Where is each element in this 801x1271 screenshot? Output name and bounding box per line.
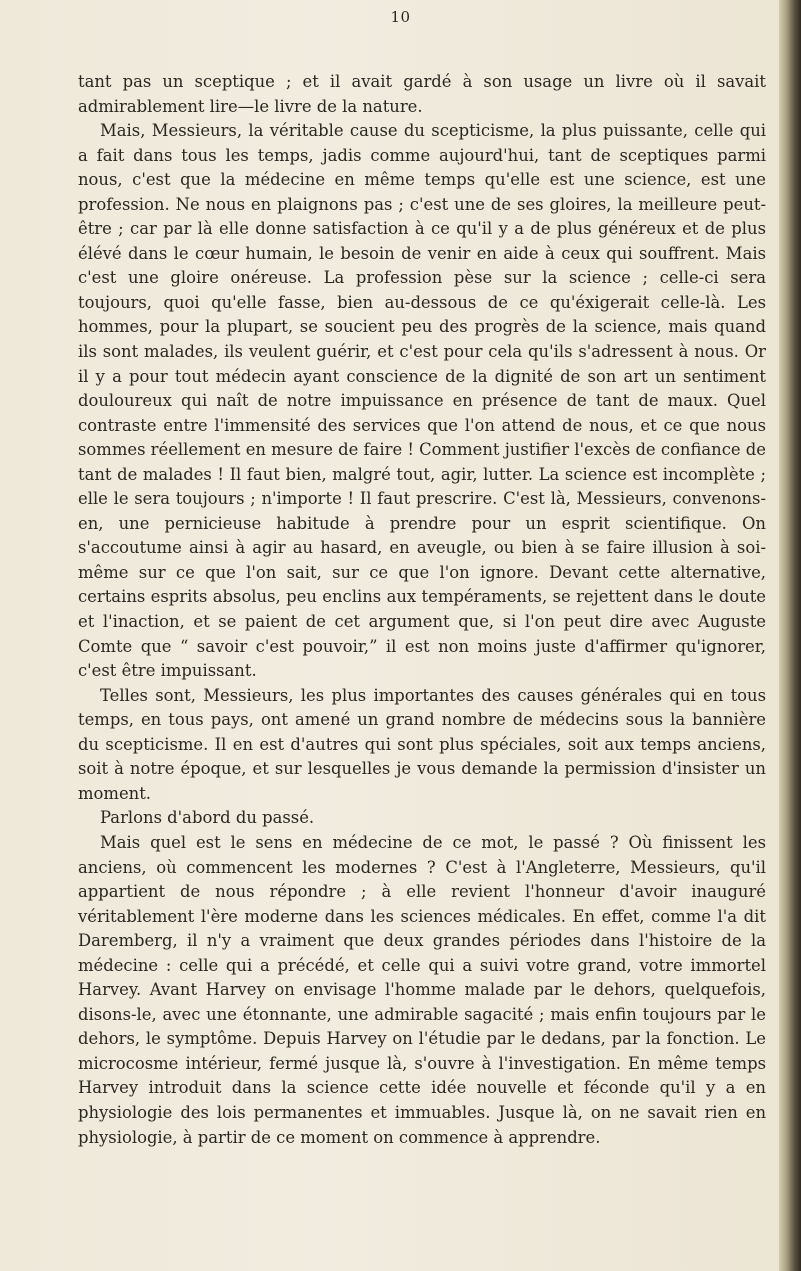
paragraph: tant pas un sceptique ; et il avait gardé à son usage un livre où il savait admirablement lire—le livre de la nature. — [78, 72, 766, 116]
paragraph: Telles sont, Messieurs, les plus importantes des causes générales qui en tous temps, en tous pays, ont amené un grand nombre de médecins sous la bannière du scepticisme. Il en est d'autres qui sont plus spéciales, soit aux temps anciens, soit à notre époque, et sur lesquelles je vous demande la permission d'insister un moment. — [78, 685, 766, 803]
paragraph: Mais, Messieurs, la véritable cause du scepticisme, la plus puissante, celle qui a fait dans tous les temps, jadis comme aujourd'hui, tant de sceptiques parmi nous, c'est que la médecine en même temps qu'elle est une science, est une profession. Ne nous en plaignons pas ; c'est une de ses gloires, la meilleure peut-être ; car par là elle donne satisfaction à ce qu'il y a de plus généreux et de plus élévé dans le cœur humain, le besoin de venir en aide à ceux qui souffrent. Mais c'est une gloire onéreuse. La profession pèse sur la science ; celle-ci sera toujours, quoi qu'elle fasse, bien au-dessous de ce qu'éxigerait celle-là. Les hommes, pour la plupart, se soucient peu des progrès de la science, mais quand ils sont malades, ils veulent guérir, et c'est pour cela qu'ils s'adressent à nous. Or il y a pour tout médecin ayant conscience de la dignité de son art un sentiment douloureux qui naît de notre impuissance en présence de tant de maux. Quel contraste entre l'immensité des services que l'on attend de nous, et ce que nous sommes réellement en mesure de faire ! Comment justifier l'excès de confiance de tant de malades ! Il faut bien, malgré tout, agir, lutter. La science est incomplète ; elle le sera toujours ; n'importe ! Il faut prescrire. C'est là, Messieurs, convenons-en, une pernicieuse habitude à prendre pour un esprit scientifique. On s'accoutume ainsi à agir au hasard, en aveugle, ou bien à se faire illusion à soi-même sur ce que l'on sait, sur ce que l'on ignore. Devant cette alternative, certains esprits absolus, peu enclins aux tempéraments, se rejettent dans le doute et l'inaction, et se paient de cet argument que, si l'on peut dire avec Auguste Comte que “ savoir c'est pouvoir,” il est non moins juste d'affirmer qu'ignorer, c'est être impuissant. — [78, 121, 766, 681]
page-number: 10 — [390, 8, 411, 26]
paragraph: Mais quel est le sens en médecine de ce mot, le passé ? Où finissent les anciens, où commencent les modernes ? C'est à l'Angleterre, Messieurs, qu'il appartient de nous répondre ; à elle revient l'honneur d'avoir inauguré véritablement l'ère moderne dans les sciences médicales. En effet, comme l'a dit Daremberg, il n'y a vraiment que deux grandes périodes dans l'histoire de la médecine : celle qui a précédé, et celle qui a suivi votre grand, votre immortel Harvey. Avant Harvey on envisage l'homme malade par le dehors, quelquefois, disons-le, avec une étonnante, une admirable sagacité ; mais enfin toujours par le dehors, le symptôme. Depuis Harvey on l'étudie par le dedans, par la fonction. Le microcosme intérieur, fermé jusque là, s'ouvre à l'investigation. En même temps Harvey introduit dans la science cette idée nouvelle et féconde qu'il y a en physiologie des lois permanentes et immuables. Jusque là, on ne savait rien en physiologie, à partir de ce moment on commence à apprendre. — [78, 832, 766, 1147]
body-text — [78, 70, 766, 1150]
page-edge-shadow — [779, 0, 801, 1271]
paragraph: Parlons d'abord du passé. — [100, 808, 315, 828]
